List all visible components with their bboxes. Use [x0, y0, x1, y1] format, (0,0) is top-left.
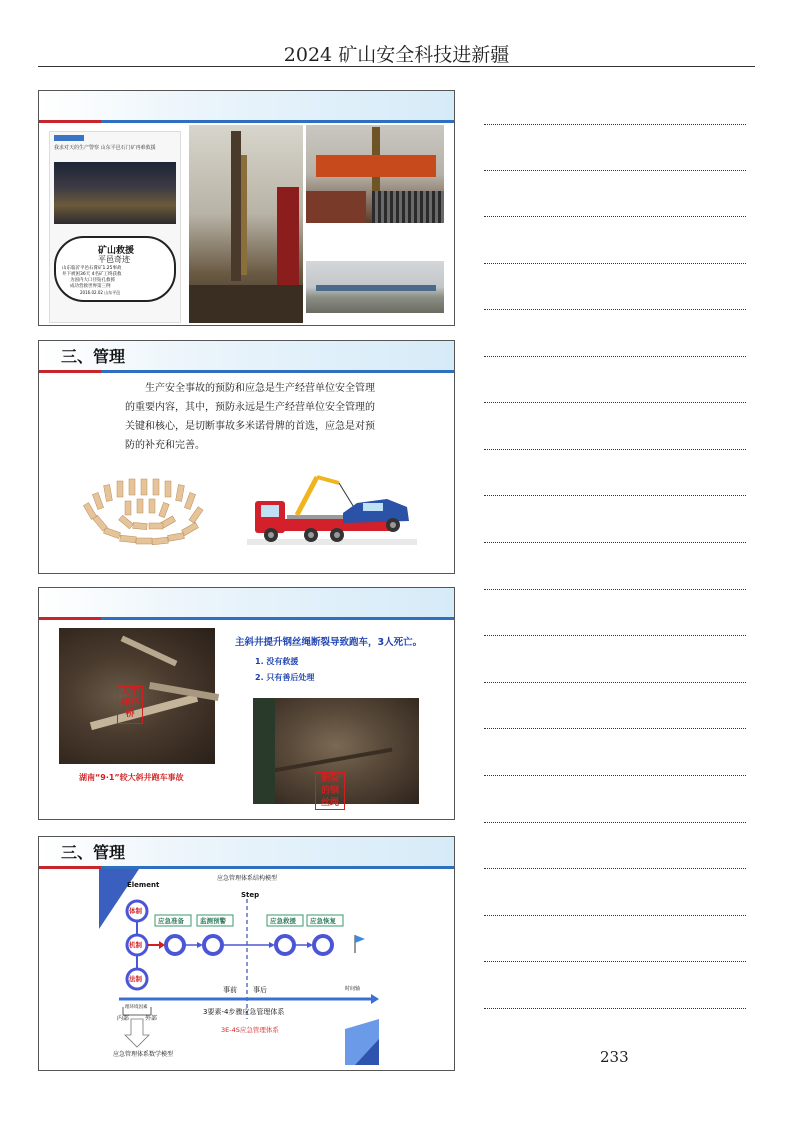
- stamp: [54, 236, 176, 302]
- news-logo: [54, 135, 84, 141]
- stamp-line: 山东临沂平邑石膏矿1.25事故: [62, 266, 122, 271]
- note-line: [484, 309, 746, 310]
- note-line: [484, 589, 746, 590]
- note-line: [484, 170, 746, 171]
- crane-photo: [306, 125, 444, 223]
- bottom-center-label: 3要素-4步骤应急管理体系: [203, 1008, 285, 1016]
- note-line: [484, 915, 746, 916]
- beam: [90, 694, 198, 730]
- note-line: [484, 682, 746, 683]
- slide-3-accident: [38, 587, 455, 820]
- slide-2-management: [38, 340, 455, 574]
- step-circle: [204, 936, 222, 954]
- stamp-line: 为国内大口径钻孔救援: [70, 278, 115, 283]
- accident-caption: 湖南“9·1”较大斜井跑车事故: [79, 773, 184, 782]
- crane-truck: [316, 155, 436, 177]
- step-circle: [166, 936, 184, 954]
- stamp-title: 矿山救援: [98, 246, 135, 256]
- inner-label: 内部: [117, 1015, 130, 1022]
- bottom-left-label: 应急管理体系数学模型: [113, 1051, 174, 1058]
- slide-3-band: [39, 588, 454, 617]
- label-left: 人中 楼杯 桥: [120, 687, 139, 719]
- domino-spiral-illustration: [75, 463, 225, 557]
- axis-after-label: 事后: [253, 986, 267, 994]
- slide-1-photos: [38, 90, 455, 326]
- slide-4-model: [38, 836, 455, 1071]
- element-1-text: 体制: [129, 907, 142, 915]
- note-line: [484, 495, 746, 496]
- note-line: [484, 542, 746, 543]
- time-axis-arrow: [371, 994, 379, 1004]
- step-2-text: 监测预警: [200, 917, 226, 925]
- note-line: [484, 822, 746, 823]
- crowd-photo: [54, 162, 176, 224]
- note-line: [484, 449, 746, 450]
- point-1: 1. 没有救援: [255, 657, 299, 666]
- page-number: 233: [600, 1048, 629, 1066]
- tow-truck-illustration: [247, 469, 417, 547]
- note-line: [484, 728, 746, 729]
- beam: [121, 636, 178, 667]
- note-line: [484, 868, 746, 869]
- element-3-text: 法制: [129, 975, 142, 983]
- axis-before-label: 事前: [223, 986, 237, 994]
- step-3-text: 应急救援: [270, 917, 296, 925]
- slide-1-band: [39, 91, 454, 120]
- note-line: [484, 356, 746, 357]
- drill-mast: [231, 131, 241, 281]
- site-structures: [316, 285, 436, 291]
- flow-arrow-head: [197, 942, 203, 948]
- stamp-date: 2016.02.02 山东平邑: [80, 290, 121, 295]
- ground: [189, 285, 303, 323]
- stamp-line: 成功营救世界第三例: [70, 284, 111, 289]
- step-1-text: 应急准备: [158, 917, 184, 925]
- note-line: [484, 124, 746, 125]
- note-line: [484, 402, 746, 403]
- header-rule: [38, 66, 755, 67]
- step-circle: [314, 936, 332, 954]
- shaft-photo-left: [59, 628, 215, 764]
- page-header-title: 2024 矿山安全科技进新疆: [283, 44, 510, 66]
- step-4-text: 应急恢复: [310, 917, 336, 925]
- slide-3-blue-line: [101, 617, 454, 620]
- emergency-model-diagram: [39, 869, 452, 1069]
- flow-arrow-head: [159, 941, 165, 949]
- highlight-box: [117, 686, 143, 724]
- point-2: 2. 只有善后处理: [255, 673, 315, 682]
- rope: [274, 748, 393, 773]
- note-line: [484, 263, 746, 264]
- step-circle: [276, 936, 294, 954]
- stamp-subtitle: 平邑奇迹: [98, 255, 130, 264]
- steel-grate: [372, 191, 444, 223]
- site-photo: [306, 261, 444, 313]
- flag-icon: [355, 935, 365, 943]
- note-line: [484, 775, 746, 776]
- diagram-title: 应急管理体系结构模型: [217, 875, 278, 882]
- slide-1-red-line: [39, 120, 101, 123]
- flow-arrow-head: [269, 942, 275, 948]
- steel-plate: [306, 191, 366, 223]
- news-clipping: [49, 131, 181, 323]
- news-headline: 我求对天的生产警察 山东平邑石门矿再难救援: [54, 145, 156, 151]
- down-arrow-icon: [125, 1019, 149, 1047]
- label-right: 断裂 的钢 丝绳: [315, 772, 345, 810]
- accident-headline: 主斜井提升钢丝绳断裂导致跑车，3人死亡。: [235, 637, 423, 648]
- slide-2-title: 三、管理: [61, 347, 126, 366]
- slide-3-red-line: [39, 617, 101, 620]
- drill-mast-2: [241, 155, 247, 275]
- drill-rig-photo: [189, 125, 303, 323]
- step-label: Step: [241, 891, 260, 899]
- element-label: Element: [127, 881, 160, 889]
- rescuer: [253, 698, 275, 804]
- slide-4-title: 三、管理: [61, 843, 126, 862]
- flow-arrow-head: [307, 942, 313, 948]
- slide-2-body-text: 生产安全事故的预防和应急是生产经营单位安全管理的重要内容，其中，预防永远是生产经营单位安全管理的关键和核心，是切断事故多米诺骨牌的首选，应急是对预防的补充和完善。: [125, 383, 375, 451]
- note-line: [484, 961, 746, 962]
- bottom-red-label: 3E-4S应急管理体系: [221, 1026, 279, 1034]
- note-line: [484, 1008, 746, 1009]
- note-line: [484, 216, 746, 217]
- stamp-line: 井下被困36天 4名矿工终获救: [62, 272, 122, 277]
- element-2-text: 机制: [129, 941, 142, 949]
- note-line: [484, 635, 746, 636]
- slide-2-red-line: [39, 370, 101, 373]
- outer-label: 外部: [145, 1015, 158, 1022]
- bracket-label: 理环境因素: [125, 1005, 148, 1010]
- slide-1-blue-line: [101, 120, 454, 123]
- axis-end-label: 时间轴: [345, 986, 361, 992]
- slide-2-blue-line: [101, 370, 454, 373]
